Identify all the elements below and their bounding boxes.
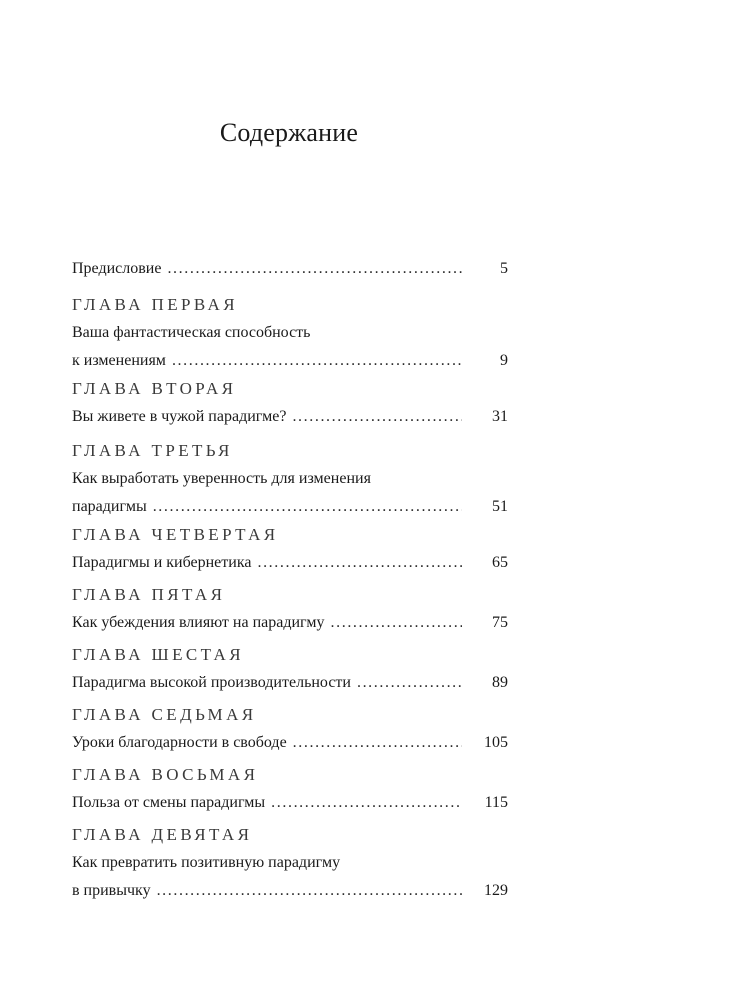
toc-leader-line [72, 403, 508, 431]
toc-entry-preface [72, 255, 508, 283]
toc-entry-chapter-3 [72, 437, 508, 521]
toc-leader-line [72, 609, 508, 637]
toc-page-number: 5 [500, 260, 508, 277]
toc-leader-line [72, 347, 508, 375]
dot-leader [153, 493, 462, 521]
dot-leader [293, 729, 462, 757]
toc-entry-title: Уроки благодарности в свободе [72, 734, 287, 751]
chapter-label: ГЛАВА ВТОРАЯ [72, 379, 237, 398]
toc-page-number: 9 [500, 352, 508, 369]
toc-page-number: 31 [492, 408, 508, 425]
chapter-label: ГЛАВА СЕДЬМАЯ [72, 705, 257, 724]
toc-leader-line [72, 493, 508, 521]
toc-leader-line [72, 789, 508, 817]
dot-leader [157, 877, 462, 905]
dot-leader [292, 403, 462, 431]
toc-page-number: 51 [492, 498, 508, 515]
toc-leader-line [72, 729, 508, 757]
toc-page-number: 105 [484, 734, 508, 751]
toc-entry-title: Парадигма высокой производительности [72, 674, 351, 691]
toc-entry-chapter-1 [72, 291, 508, 375]
toc-entry-chapter-5 [72, 581, 508, 637]
toc-entry-title: Вы живете в чужой парадигме? [72, 408, 287, 425]
toc-entry-title: к изменениям [72, 352, 166, 369]
toc-entry-title-line: Ваша фантастическая способность [72, 324, 311, 341]
toc-entry-chapter-4 [72, 521, 508, 577]
toc-entry-title-line: Как превратить позитивную парадигму [72, 854, 341, 871]
toc-entry-title: парадигмы [72, 498, 147, 515]
toc-page-number: 115 [484, 794, 508, 811]
toc-leader-line [72, 255, 508, 283]
toc-leader-line [72, 877, 508, 905]
toc-page-number: 65 [492, 554, 508, 571]
toc-entry-chapter-8 [72, 761, 508, 817]
toc-entry-chapter-2 [72, 375, 508, 431]
chapter-label: ГЛАВА ПЕРВАЯ [72, 295, 238, 314]
chapter-label: ГЛАВА ВОСЬМАЯ [72, 765, 259, 784]
toc-entry-chapter-6 [72, 641, 508, 697]
dot-leader [257, 549, 462, 577]
toc-entry-chapter-9 [72, 821, 508, 905]
toc-page-number: 129 [484, 882, 508, 899]
toc-entry-title: Парадигмы и кибернетика [72, 554, 252, 571]
dot-leader [331, 609, 462, 637]
toc-entry-title: Польза от смены парадигмы [72, 794, 266, 811]
toc-entry-title-line: Как выработать уверенность для изменения [72, 470, 371, 487]
chapter-label: ГЛАВА ЧЕТВЕРТАЯ [72, 525, 279, 544]
dot-leader [172, 347, 462, 375]
toc-page-number: 75 [492, 614, 508, 631]
toc-entry-chapter-7 [72, 701, 508, 757]
dot-leader [357, 669, 462, 697]
toc-entry-title: Как убеждения влияют на парадигму [72, 614, 325, 631]
chapter-label: ГЛАВА ДЕВЯТАЯ [72, 825, 253, 844]
dot-leader [271, 789, 462, 817]
page-title: Содержание [219, 118, 359, 147]
toc-page-number: 89 [492, 674, 508, 691]
chapter-label: ГЛАВА ТРЕТЬЯ [72, 441, 233, 460]
toc-entry-title: Предисловие [72, 260, 162, 277]
dot-leader [167, 255, 462, 283]
toc-leader-line [72, 669, 508, 697]
toc-entry-title: в привычку [72, 882, 151, 899]
toc-leader-line [72, 549, 508, 577]
chapter-label: ГЛАВА ПЯТАЯ [72, 585, 226, 604]
chapter-label: ГЛАВА ШЕСТАЯ [72, 645, 244, 664]
